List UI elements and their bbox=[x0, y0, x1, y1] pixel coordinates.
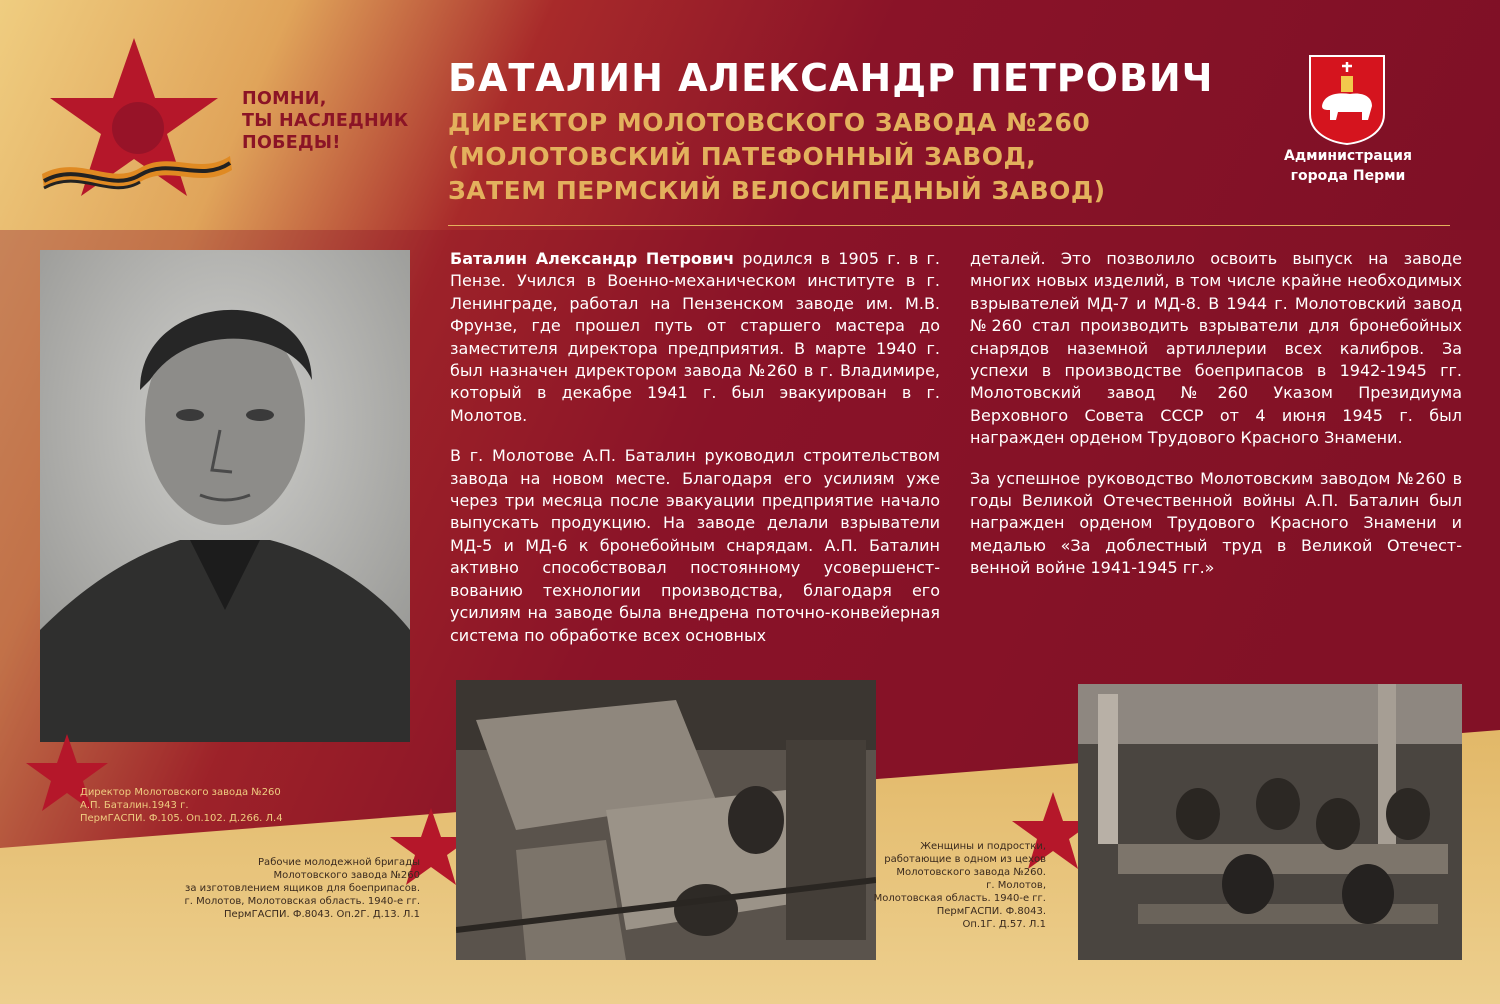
caption-line: Рабочие молодежной бригады bbox=[258, 857, 420, 868]
workshop-photo-1 bbox=[456, 680, 876, 960]
portrait-photo bbox=[40, 250, 410, 742]
slogan-line: ПОМНИ, bbox=[242, 89, 327, 109]
slogan-line: ПОБЕДЫ! bbox=[242, 133, 341, 153]
paragraph: За успешное руководство Молотовским заводом №260 в годы Великой Отечественной войны А.П. Баталин был награжден орденом Трудового Красного Знамени и медалью «За доблестный труд в Великой Отечест-венной войне 1941-1945 гг.» bbox=[970, 468, 1462, 578]
text-column-left bbox=[450, 248, 940, 665]
caption-line: ПермГАСПИ. Ф.8043. Оп.2Г. Д.13. Л.1 bbox=[224, 909, 420, 920]
caption-line: работающие в одном из цехов bbox=[884, 854, 1046, 865]
caption-line: ПермГАСПИ. Ф.8043. bbox=[936, 906, 1046, 917]
photo-2-caption bbox=[846, 840, 1046, 931]
caption-line: А.П. Баталин.1943 г. bbox=[80, 800, 189, 811]
administration-label bbox=[1278, 146, 1418, 186]
portrait-caption bbox=[80, 786, 283, 825]
page-title: БАТАЛИН АЛЕКСАНДР ПЕТРОВИЧ bbox=[448, 56, 1214, 100]
slogan bbox=[242, 88, 408, 154]
caption-line: ПермГАСПИ. Ф.105. Оп.102. Д.266. Л.4 bbox=[80, 813, 283, 824]
person-name: Баталин Александр Петрович bbox=[450, 249, 735, 268]
caption-line: Директор Молотовского завода №260 bbox=[80, 787, 281, 798]
caption-line: Женщины и подростки, bbox=[920, 841, 1046, 852]
paragraph bbox=[450, 248, 940, 427]
caption-line: г. Молотов, Молотовская область. 1940-е гг. bbox=[184, 896, 420, 907]
paragraph: деталей. Это позволило освоить выпуск на заводе многих новых изделий, в том числе крайне необходимых взрывателей МД-7 и МД-8. В 1944 г. Молотовский завод №260 стал производить взрыватели для бронебойных снарядов наземной артиллерии всех калибров. За успехи в производстве боеприпасов в 1942-1945 гг. Молотовский завод №260 Указом Президиума Верховного Совета СССР от 4 июня 1945 г. был награжден орденом Трудового Красного Знамени. bbox=[970, 249, 1462, 448]
paragraph: В г. Молотове А.П. Баталин руководил строительством завода на новом месте. Благодаря его усилиям уже через три месяца после эвакуации предприятие начало выпускать продукцию. На заводе делали взрыватели МД-5 и МД-6 к бронебойным снарядам. А.П. Баталин активно способствовал постоянному усовершенст-вованию технологии производства, благодаря его усилиям на заводе была внедрена поточно-конвейерная система по обработке всех основных bbox=[450, 446, 940, 645]
caption-line: Молотовская область. 1940-е гг. bbox=[873, 893, 1046, 904]
administration-line: города Перми bbox=[1290, 168, 1406, 184]
perm-coat-of-arms-icon bbox=[1308, 54, 1386, 146]
workshop-photo-2 bbox=[1078, 684, 1462, 960]
header-divider bbox=[448, 225, 1450, 226]
caption-line: Молотовского завода №260. bbox=[896, 867, 1046, 878]
subtitle-line: ДИРЕКТОР МОЛОТОВСКОГО ЗАВОДА №260 bbox=[448, 108, 1091, 137]
victory-star-emblem bbox=[40, 36, 240, 206]
photo-1-caption bbox=[180, 856, 420, 921]
subtitle-line: ЗАТЕМ ПЕРМСКИЙ ВЕЛОСИПЕДНЫЙ ЗАВОД) bbox=[448, 176, 1106, 205]
subtitle-line: (МОЛОТОВСКИЙ ПАТЕФОННЫЙ ЗАВОД, bbox=[448, 142, 1037, 171]
caption-line: Молотовского завода №260 bbox=[273, 870, 420, 881]
caption-line: Оп.1Г. Д.57. Л.1 bbox=[962, 919, 1046, 930]
caption-line: за изготовлением ящиков для боеприпасов. bbox=[185, 883, 420, 894]
administration-line: Администрация bbox=[1284, 148, 1412, 164]
caption-line: г. Молотов, bbox=[986, 880, 1046, 891]
paragraph-text: родился в 1905 г. в г. Пензе. Учился в Военно-механическом институте в г. Ленинграде, работал на Пензенском заводе им. М.В. Фрунзе, где прошел путь от старшего мастера до заместителя директора предприятия. В марте 1940 г. был назначен директором завода №260 в г. Владимире, который в декабре 1941 г. был эвакуирован в г. Молотов. bbox=[450, 249, 940, 425]
text-column-right bbox=[970, 248, 1462, 598]
slogan-line: ТЫ НАСЛЕДНИК bbox=[242, 111, 409, 131]
